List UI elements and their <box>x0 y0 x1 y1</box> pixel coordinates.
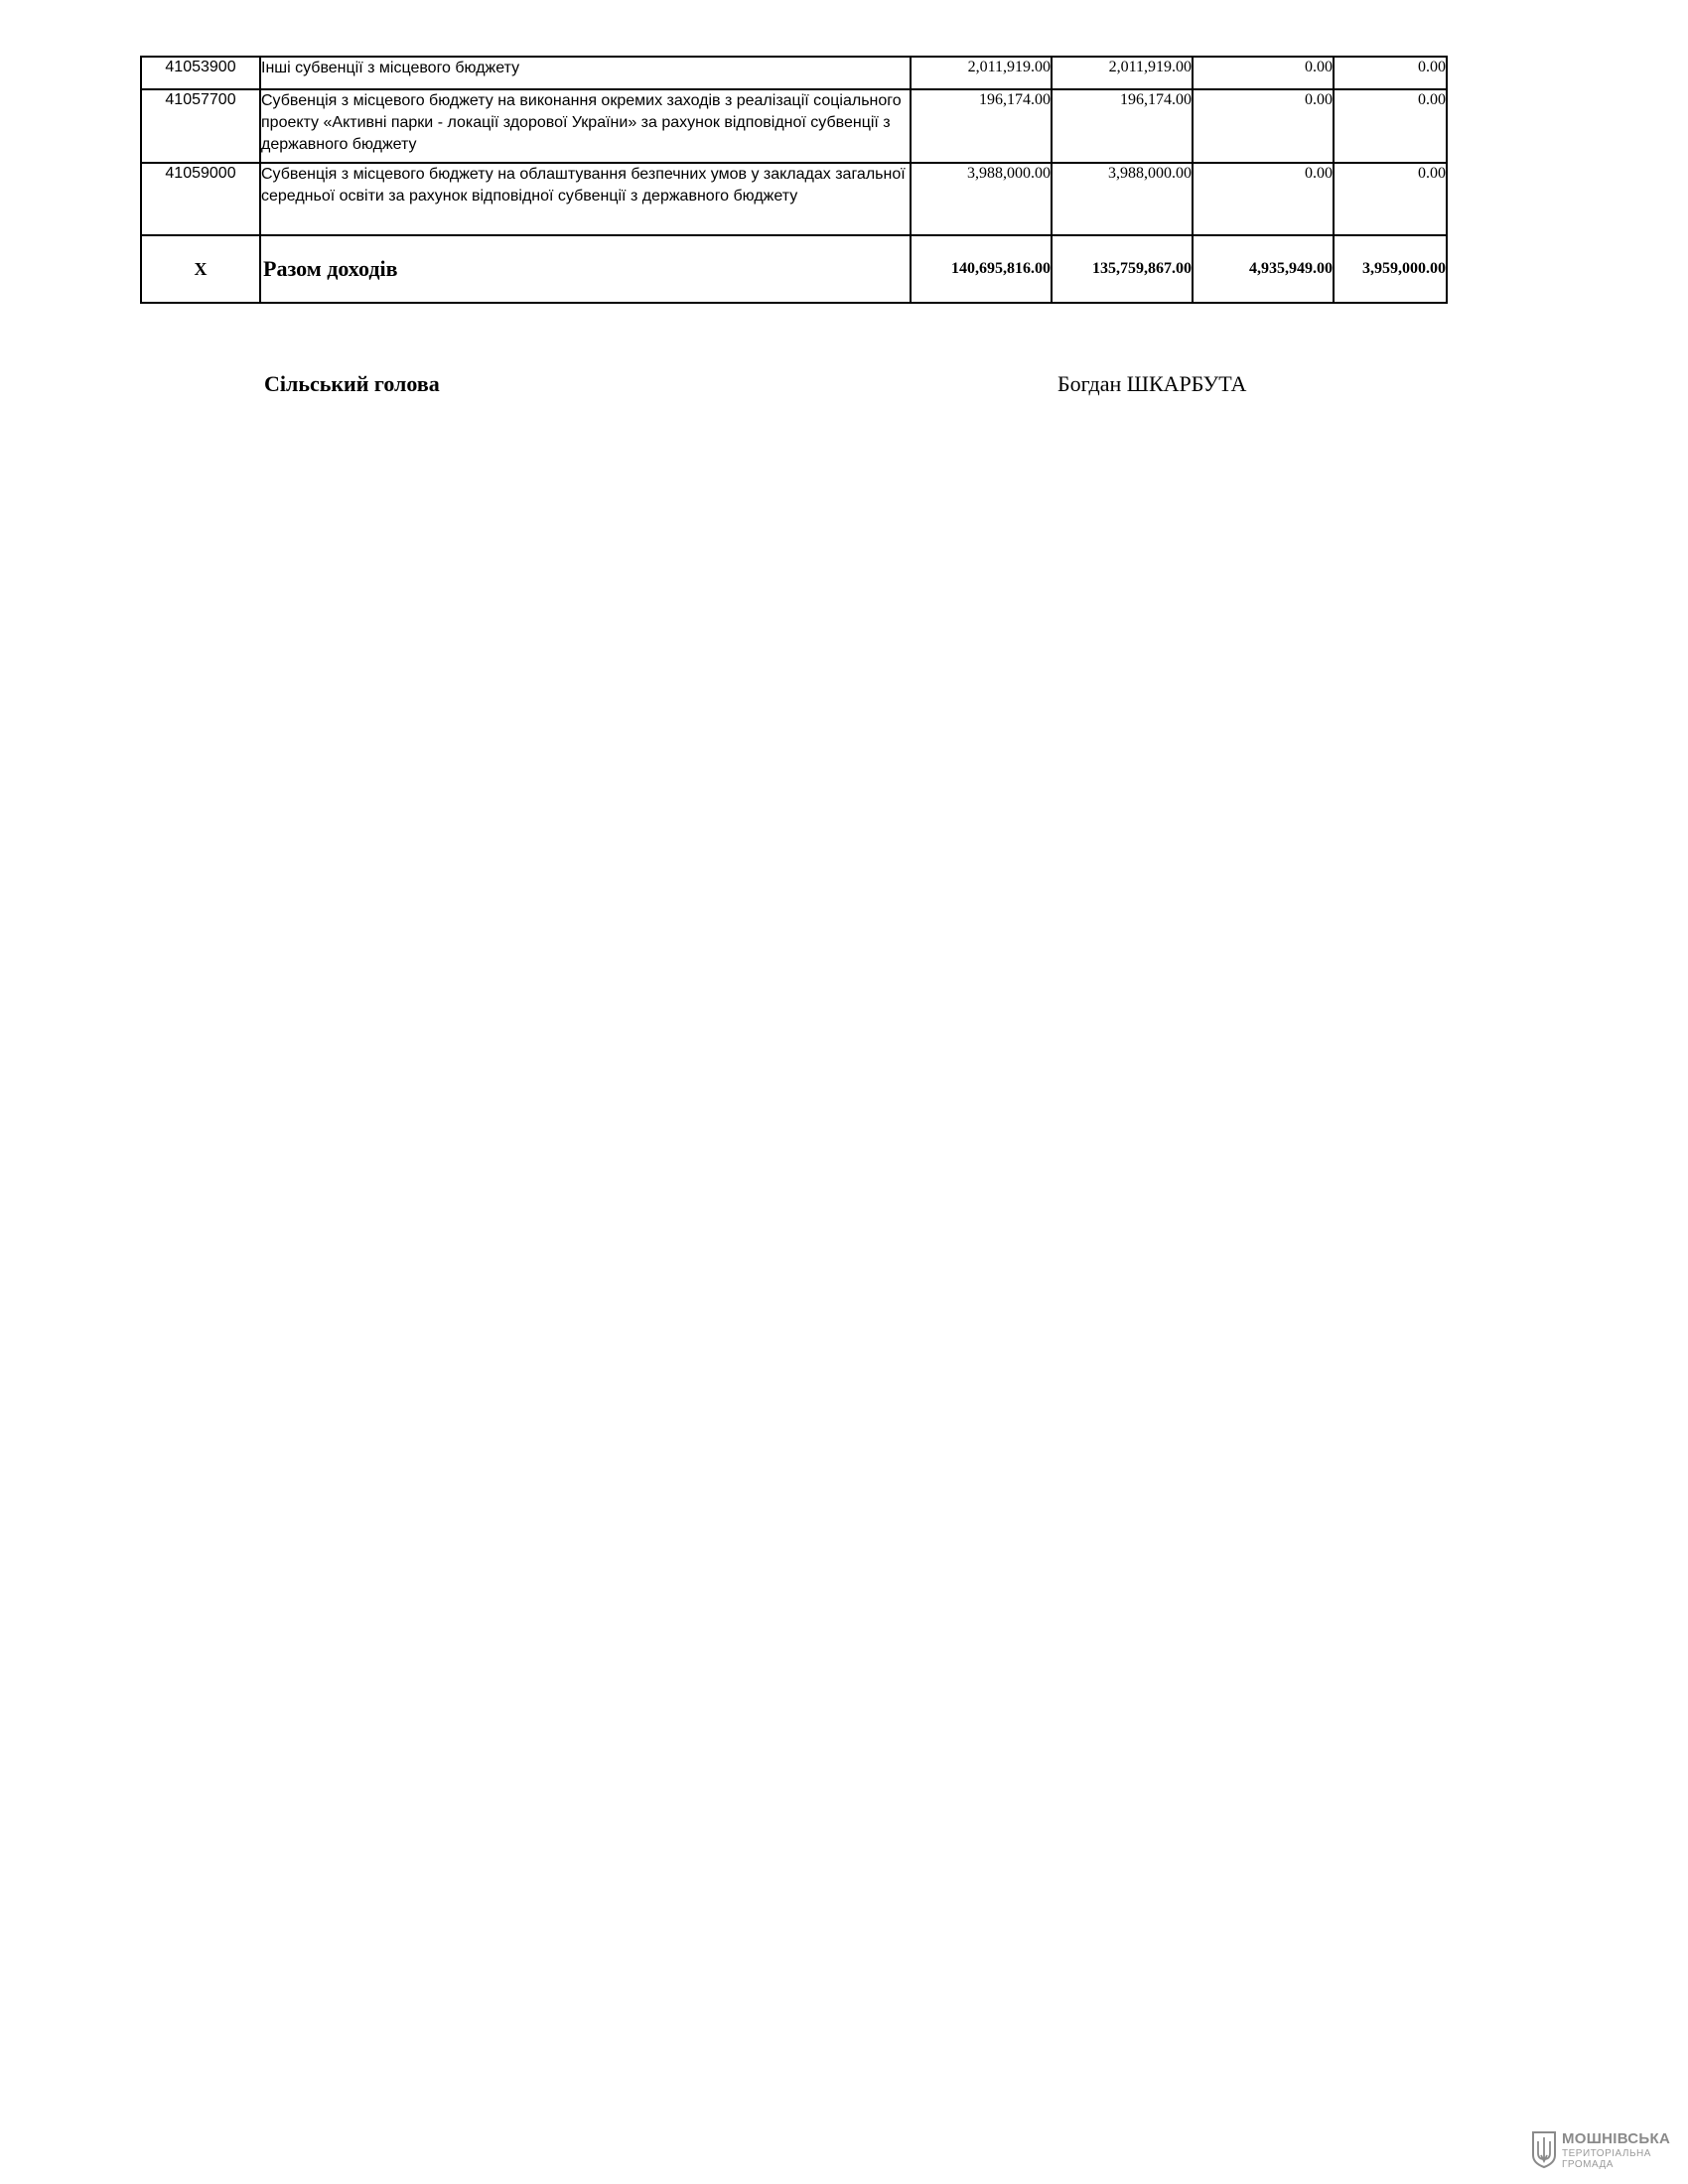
row-development-budget: 0.00 <box>1334 163 1447 235</box>
row-name: Інші субвенції з місцевого бюджету <box>260 57 911 89</box>
table-row <box>141 57 1447 89</box>
row-total-amount: 2,011,919.00 <box>911 57 1052 89</box>
total-special-fund: 4,935,949.00 <box>1193 235 1334 303</box>
row-general-fund: 2,011,919.00 <box>1052 57 1193 89</box>
signature-title: Сільський голова <box>264 371 440 396</box>
table-row <box>141 89 1447 163</box>
row-code: 41057700 <box>141 89 260 163</box>
total-development-budget: 3,959,000.00 <box>1334 235 1447 303</box>
signature-name: Богдан ШКАРБУТА <box>1057 371 1247 396</box>
row-general-fund: 196,174.00 <box>1052 89 1193 163</box>
row-total-amount: 196,174.00 <box>911 89 1052 163</box>
row-name: Субвенція з місцевого бюджету на виконання окремих заходів з реалізації соціального проекту «Активні парки - локації здорової України» за рахунок відповідної субвенції з державного бюджету <box>260 89 911 163</box>
row-special-fund: 0.00 <box>1193 163 1334 235</box>
row-development-budget: 0.00 <box>1334 89 1447 163</box>
total-label: Разом доходів <box>260 235 911 303</box>
community-logo <box>1529 2129 1678 2173</box>
row-code: 41053900 <box>141 57 260 89</box>
total-general-fund: 135,759,867.00 <box>1052 235 1193 303</box>
row-total-amount: 3,988,000.00 <box>911 163 1052 235</box>
table-row <box>141 163 1447 235</box>
row-code: 41059000 <box>141 163 260 235</box>
row-development-budget: 0.00 <box>1334 57 1447 89</box>
row-special-fund: 0.00 <box>1193 89 1334 163</box>
total-amount: 140,695,816.00 <box>911 235 1052 303</box>
row-special-fund: 0.00 <box>1193 57 1334 89</box>
row-general-fund: 3,988,000.00 <box>1052 163 1193 235</box>
total-row <box>141 235 1447 303</box>
logo-subtitle-1: ТЕРИТОРІАЛЬНА <box>1562 2148 1651 2159</box>
row-name: Субвенція з місцевого бюджету на облаштування безпечних умов у закладах загальної середньої освіти за рахунок відповідної субвенції з державного бюджету <box>260 163 911 235</box>
logo-subtitle-2: ГРОМАДА <box>1562 2159 1614 2170</box>
logo-title: МОШНІВСЬКА <box>1562 2130 1671 2147</box>
trident-icon <box>1529 2129 1559 2169</box>
revenue-table <box>140 56 1448 304</box>
total-code: X <box>141 235 260 303</box>
